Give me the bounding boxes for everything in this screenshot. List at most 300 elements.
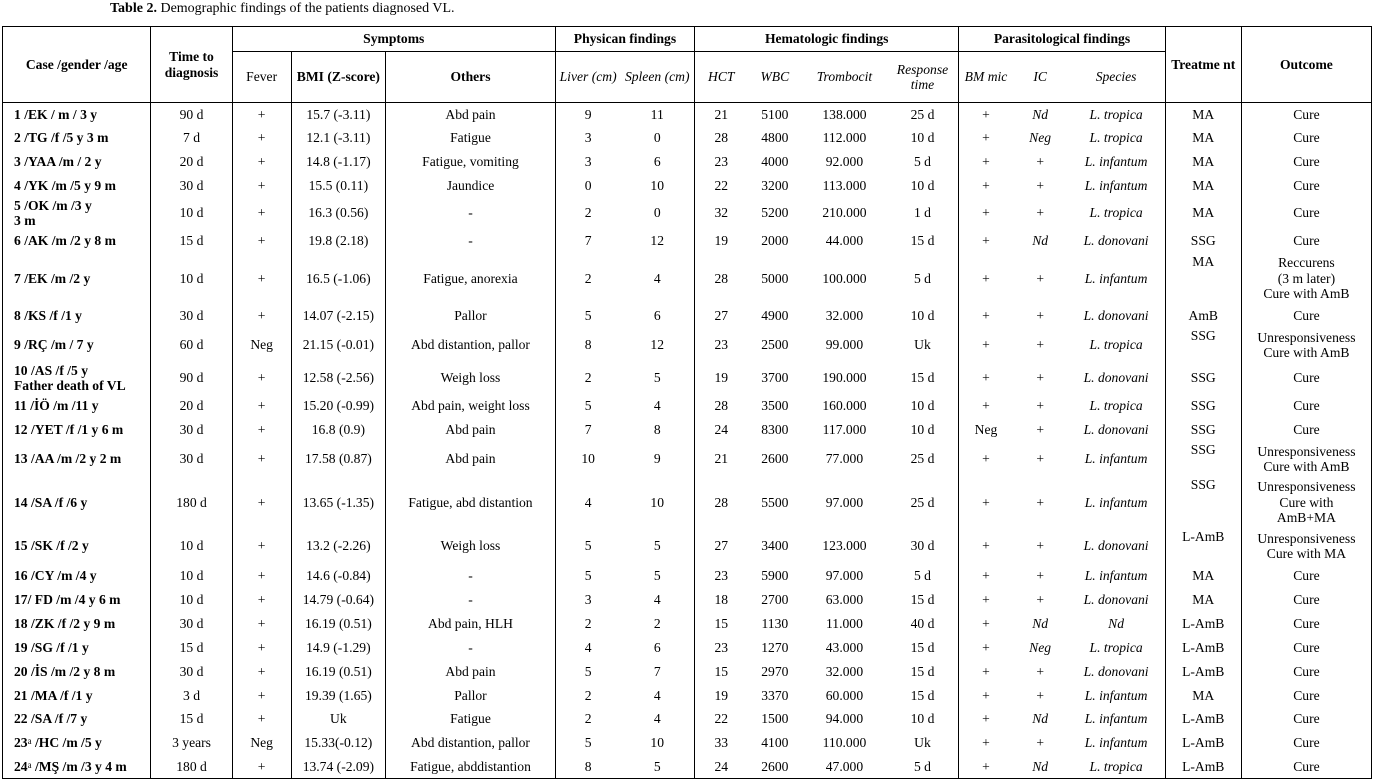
cell-time: 10 d	[151, 529, 232, 564]
cell-wbc: 4800	[761, 130, 789, 146]
cell-response-time: 25 d	[887, 477, 959, 529]
cell-outcome: Cure	[1241, 103, 1371, 127]
cell-ic: +	[1035, 567, 1045, 583]
cell-species: L. infantum	[1068, 150, 1166, 174]
table-row	[3, 229, 1372, 254]
cell-ic: Nd	[1032, 615, 1049, 631]
cell-liver: 4	[555, 477, 620, 529]
cell-wbc: 8300	[761, 421, 789, 437]
cell-species: L. infantum	[1068, 254, 1166, 304]
header-others: Others	[386, 52, 556, 103]
table-row	[3, 394, 1372, 418]
cell-ic: +	[1035, 538, 1045, 554]
cell-liver: 2	[555, 198, 620, 229]
cell-trombocit: 210.000	[822, 205, 867, 221]
cell-hct: 24	[695, 418, 748, 442]
cell-treatment: L-AmB	[1165, 731, 1241, 755]
header-trombocit: Trombocit	[802, 52, 886, 103]
cell-others: Fatigue, abddistantion	[386, 755, 556, 779]
table-row	[3, 328, 1372, 363]
cell-response-time: 40 d	[887, 612, 959, 636]
footnote-marker: a	[27, 735, 32, 746]
table-row	[3, 588, 1372, 612]
cell-wbc: 2970	[761, 663, 789, 679]
cell-trombocit: 160.000	[822, 397, 867, 413]
cell-bm-mic: +	[959, 529, 1013, 564]
header-hematologic: Hematologic findings	[695, 27, 959, 52]
cell-wbc: 5100	[761, 107, 789, 122]
cell-spleen: 6	[620, 150, 694, 174]
table-body	[3, 103, 1372, 779]
cell-hct: 27	[695, 529, 748, 564]
cell-fever: +	[232, 394, 291, 418]
cell-ic: +	[1035, 421, 1045, 437]
table-row	[3, 708, 1372, 731]
table-row	[3, 363, 1372, 394]
cell-trombocit: 77.000	[825, 451, 864, 467]
cell-outcome: Cure	[1241, 229, 1371, 254]
cell-bm-mic: +	[959, 394, 1013, 418]
cell-wbc: 1130	[761, 615, 789, 631]
cell-species: L. infantum	[1068, 477, 1166, 529]
cell-species: L. tropica	[1068, 755, 1166, 779]
cell-species: L. infantum	[1068, 174, 1166, 198]
cell-bmi: 19.8 (2.18)	[291, 229, 386, 254]
table-row	[3, 612, 1372, 636]
cell-species: L. tropica	[1068, 198, 1166, 229]
cell-ic: +	[1035, 734, 1045, 750]
cell-ic: +	[1035, 307, 1045, 323]
cell-bm-mic: +	[959, 198, 1013, 229]
cell-trombocit: 138.000	[822, 107, 867, 122]
cell-ic: Nd	[1032, 107, 1049, 122]
cell-liver: 8	[555, 755, 620, 779]
cell-case: 1 /EK / m / 3 y	[3, 103, 151, 127]
cell-time: 15 d	[151, 708, 232, 731]
cell-wbc: 3700	[761, 370, 789, 386]
cell-spleen: 4	[620, 254, 694, 304]
cell-bmi: 13.2 (-2.26)	[291, 529, 386, 564]
cell-hct: 23	[695, 328, 748, 363]
cell-others: -	[386, 564, 556, 588]
cell-fever: Neg	[232, 328, 291, 363]
cell-spleen: 4	[620, 394, 694, 418]
header-hct: HCT	[695, 52, 748, 103]
cell-response-time: 15 d	[887, 636, 959, 660]
cell-species: Nd	[1068, 612, 1166, 636]
cell-species: L. tropica	[1068, 103, 1166, 127]
header-treatment: Treatme nt	[1165, 27, 1241, 103]
cell-case: 2 /TG /f /5 y 3 m	[3, 127, 151, 150]
cell-outcome: Cure	[1241, 418, 1371, 442]
cell-response-time: 15 d	[887, 363, 959, 394]
cell-wbc: 2600	[761, 451, 789, 467]
cell-wbc: 2500	[761, 337, 789, 353]
cell-liver: 2	[555, 612, 620, 636]
cell-time: 15 d	[151, 229, 232, 254]
cell-bm-mic: Neg	[959, 418, 1013, 442]
cell-wbc: 2700	[761, 591, 789, 607]
cell-bmi: 16.5 (-1.06)	[291, 254, 386, 304]
cell-bm-mic: +	[959, 304, 1013, 328]
cell-treatment: MA	[1165, 198, 1241, 229]
cell-bmi: 19.39 (1.65)	[291, 684, 386, 708]
cell-liver: 3	[555, 588, 620, 612]
cell-outcome: Cure	[1241, 150, 1371, 174]
cell-species: L. infantum	[1068, 684, 1166, 708]
cell-wbc: 3400	[761, 538, 789, 554]
header-response-time: Response time	[887, 52, 959, 103]
cell-response-time: 10 d	[887, 174, 959, 198]
cell-wbc: 4100	[761, 734, 789, 750]
cell-liver: 5	[555, 660, 620, 684]
cell-hct: 18	[695, 588, 748, 612]
cell-response-time: 5 d	[887, 254, 959, 304]
cell-others: Abd pain, weight loss	[386, 394, 556, 418]
cell-response-time: Uk	[887, 731, 959, 755]
cell-bmi: Uk	[291, 708, 386, 731]
cell-spleen: 5	[620, 363, 694, 394]
cell-trombocit: 110.000	[822, 734, 867, 750]
table-caption	[110, 0, 455, 17]
cell-others: -	[386, 229, 556, 254]
cell-bm-mic: +	[959, 612, 1013, 636]
cell-bmi: 14.8 (-1.17)	[291, 150, 386, 174]
header-physican: Physican findings	[555, 27, 694, 52]
cell-hct: 22	[695, 174, 748, 198]
cell-ic: +	[1035, 451, 1045, 467]
cell-outcome: Cure	[1241, 304, 1371, 328]
cell-wbc: 3500	[761, 397, 789, 413]
cell-bmi: 15.20 (-0.99)	[291, 394, 386, 418]
cell-liver: 9	[555, 103, 620, 127]
cell-case: 20 /İS /m /2 y 8 m	[3, 660, 151, 684]
cell-trombocit: 94.000	[825, 711, 864, 727]
cell-wbc: 2600	[747, 755, 802, 779]
cell-spleen: 8	[620, 418, 694, 442]
cell-response-time: 1 d	[887, 198, 959, 229]
cell-spleen: 10	[620, 731, 694, 755]
cell-wbc: 5500	[761, 494, 789, 510]
cell-treatment: L-AmB	[1165, 755, 1241, 779]
cell-response-time: 25 d	[887, 442, 959, 477]
cell-hct: 33	[695, 731, 748, 755]
cell-bm-mic: +	[959, 442, 1013, 477]
cell-bm-mic: +	[959, 708, 1013, 731]
cell-time: 10 d	[151, 564, 232, 588]
cell-liver: 8	[555, 328, 620, 363]
cell-trombocit: 100.000	[822, 270, 867, 286]
cell-spleen: 10	[620, 477, 694, 529]
cell-trombocit: 123.000	[822, 538, 867, 554]
cell-time: 20 d	[151, 394, 232, 418]
cell-hct: 28	[695, 254, 748, 304]
cell-trombocit: 92.000	[825, 153, 864, 169]
cell-hct: 23	[695, 150, 748, 174]
cell-case: 9 /RÇ /m / 7 y	[3, 328, 151, 363]
cell-species: L. donovani	[1068, 363, 1166, 394]
cell-trombocit: 99.000	[825, 337, 864, 353]
caption-label: Table 2.	[110, 1, 157, 16]
cell-hct: 19	[695, 229, 748, 254]
cell-fever: +	[232, 588, 291, 612]
cell-outcome: Cure	[1241, 394, 1371, 418]
cell-trombocit: 32.000	[825, 663, 864, 679]
cell-treatment: MA	[1165, 174, 1241, 198]
cell-fever: +	[232, 684, 291, 708]
cell-species: L. donovani	[1068, 229, 1166, 254]
cell-species: L. donovani	[1068, 304, 1166, 328]
cell-spleen: 5	[620, 755, 694, 779]
cell-others: Abd pain	[386, 660, 556, 684]
cell-outcome: Cure	[1241, 198, 1371, 229]
cell-ic: Neg	[1029, 130, 1052, 146]
cell-fever: +	[232, 660, 291, 684]
cell-hct: 32	[695, 198, 748, 229]
cell-hct: 24	[695, 755, 748, 779]
cell-hct: 19	[695, 363, 748, 394]
cell-response-time: 15 d	[887, 229, 959, 254]
case-number: 24	[14, 758, 28, 774]
cell-ic: +	[1035, 337, 1045, 353]
cell-species: L. tropica	[1068, 127, 1166, 150]
cell-ic: +	[1035, 370, 1045, 386]
case-rest: /HC /m /5 y	[31, 734, 102, 750]
cell-others: Fatigue	[386, 708, 556, 731]
footnote-marker: a	[27, 759, 32, 770]
cell-hct: 27	[695, 304, 748, 328]
cell-bm-mic: +	[959, 363, 1013, 394]
cell-bmi: 17.58 (0.87)	[291, 442, 386, 477]
cell-response-time: 5 d	[887, 564, 959, 588]
cell-outcome: Reccurens (3 m later) Cure with AmB	[1241, 254, 1371, 304]
cell-hct: 28	[695, 394, 748, 418]
cell-treatment: SSG	[1165, 477, 1241, 529]
cell-case: 16 /CY /m /4 y	[3, 564, 151, 588]
cell-others: -	[386, 636, 556, 660]
header-wbc: WBC	[747, 52, 802, 103]
cell-ic: +	[1035, 270, 1045, 286]
cell-treatment: SSG	[1165, 363, 1241, 394]
cell-bmi: 16.19 (0.51)	[291, 612, 386, 636]
cell-wbc: 5200	[761, 205, 789, 221]
cell-fever: +	[232, 612, 291, 636]
cell-bmi: 12.58 (-2.56)	[291, 363, 386, 394]
cell-time: 3 d	[151, 684, 232, 708]
table-row	[3, 127, 1372, 150]
cell-species: L. tropica	[1068, 394, 1166, 418]
cell-fever: +	[232, 442, 291, 477]
table-row	[3, 564, 1372, 588]
cell-bm-mic: +	[959, 174, 1013, 198]
cell-ic: Nd	[1032, 711, 1049, 727]
cell-bm-mic: +	[959, 103, 1013, 127]
cell-liver: 2	[555, 254, 620, 304]
cell-treatment: MA	[1165, 684, 1241, 708]
cell-fever: +	[232, 198, 291, 229]
cell-liver: 5	[555, 731, 620, 755]
cell-ic: +	[1035, 687, 1045, 703]
cell-bm-mic: +	[959, 684, 1013, 708]
cell-response-time: 10 d	[887, 304, 959, 328]
cell-others: Fatigue, vomiting	[386, 150, 556, 174]
cell-case: 19 /SG /f /1 y	[3, 636, 151, 660]
table-row	[3, 529, 1372, 564]
cell-outcome: Unresponsiveness Cure with AmB+MA	[1241, 477, 1371, 529]
cell-response-time: 10 d	[887, 708, 959, 731]
cell-others: -	[386, 198, 556, 229]
cell-treatment: L-AmB	[1165, 708, 1241, 731]
cell-spleen: 11	[620, 103, 694, 127]
cell-fever: +	[232, 174, 291, 198]
header-spleen: Spleen (cm)	[620, 52, 694, 103]
cell-liver: 3	[555, 127, 620, 150]
header-bm-mic: BM mic	[959, 52, 1013, 103]
cell-others: Abd distantion, pallor	[386, 731, 556, 755]
cell-bm-mic: +	[959, 328, 1013, 363]
table-row	[3, 636, 1372, 660]
cell-wbc: 3200	[761, 177, 789, 193]
cell-outcome: Cure	[1241, 174, 1371, 198]
cell-trombocit: 190.000	[822, 370, 867, 386]
cell-bmi: 14.07 (-2.15)	[291, 304, 386, 328]
cell-case: 15 /SK /f /2 y	[3, 529, 151, 564]
cell-trombocit: 113.000	[822, 177, 867, 193]
cell-bm-mic: +	[959, 636, 1013, 660]
cell-bm-mic: +	[959, 588, 1013, 612]
header-symptoms: Symptoms	[232, 27, 555, 52]
cell-time: 10 d	[151, 254, 232, 304]
cell-trombocit: 97.000	[825, 494, 864, 510]
cell-treatment: L-AmB	[1165, 660, 1241, 684]
cell-case: 18 /ZK /f /2 y 9 m	[3, 612, 151, 636]
cell-time: 30 d	[151, 442, 232, 477]
cell-treatment: MA	[1165, 254, 1241, 304]
cell-hct: 15	[695, 612, 748, 636]
cell-time: 180 d	[151, 477, 232, 529]
cell-fever: +	[232, 477, 291, 529]
cell-hct: 21	[695, 103, 748, 127]
cell-bm-mic: +	[959, 477, 1013, 529]
cell-time: 30 d	[151, 612, 232, 636]
cell-treatment: AmB	[1165, 304, 1241, 328]
cell-trombocit: 44.000	[825, 233, 864, 249]
cell-case: 7 /EK /m /2 y	[3, 254, 151, 304]
cell-response-time: 15 d	[887, 660, 959, 684]
cell-bmi: 15.33(-0.12)	[291, 731, 386, 755]
cell-treatment: MA	[1165, 588, 1241, 612]
cell-response-time: 10 d	[887, 418, 959, 442]
header-time: Time to diagnosis	[151, 27, 232, 103]
cell-liver: 2	[555, 708, 620, 731]
cell-spleen: 6	[620, 636, 694, 660]
cell-bm-mic: +	[959, 755, 1013, 779]
cell-trombocit: 11.000	[826, 615, 863, 631]
cell-fever: +	[232, 708, 291, 731]
cell-bmi: 15.7 (-3.11)	[291, 103, 386, 127]
cell-liver: 0	[555, 174, 620, 198]
cell-spleen: 4	[620, 588, 694, 612]
table-row	[3, 418, 1372, 442]
cell-response-time: 5 d	[887, 150, 959, 174]
table-row	[3, 198, 1372, 229]
cell-fever: +	[232, 229, 291, 254]
cell-outcome: Cure	[1241, 636, 1371, 660]
header-bmi: BMI (Z-score)	[291, 52, 386, 103]
cell-species: L. tropica	[1068, 328, 1166, 363]
cell-ic: +	[1035, 177, 1045, 193]
cell-bm-mic: +	[959, 254, 1013, 304]
cell-wbc: 2000	[761, 233, 789, 249]
cell-species: L. donovani	[1068, 529, 1166, 564]
cell-bm-mic: +	[959, 564, 1013, 588]
cell-hct: 22	[695, 708, 748, 731]
cell-spleen: 12	[620, 229, 694, 254]
cell-wbc: 5000	[761, 270, 789, 286]
cell-others: Fatigue	[386, 127, 556, 150]
cell-case: 13 /AA /m /2 y 2 m	[3, 442, 151, 477]
cell-response-time: 15 d	[887, 588, 959, 612]
table-row	[3, 442, 1372, 477]
cell-hct: 15	[695, 660, 748, 684]
cell-bmi: 16.8 (0.9)	[291, 418, 386, 442]
cell-outcome: Unresponsiveness Cure with AmB	[1241, 442, 1371, 477]
cell-liver: 2	[555, 363, 620, 394]
cell-case: 5 /OK /m /3 y 3 m	[3, 198, 151, 229]
cell-trombocit: 60.000	[825, 687, 864, 703]
cell-spleen: 4	[620, 684, 694, 708]
caption-text: Demographic findings of the patients diagnosed VL.	[156, 1, 455, 16]
cell-case	[3, 755, 151, 779]
cell-species: L. donovani	[1068, 588, 1166, 612]
cell-wbc: 1500	[761, 711, 789, 727]
cell-bm-mic: +	[959, 660, 1013, 684]
cell-bmi: 14.79 (-0.64)	[291, 588, 386, 612]
cell-fever: +	[232, 304, 291, 328]
cell-species: L. tropica	[1068, 636, 1166, 660]
cell-species: L. infantum	[1068, 731, 1166, 755]
cell-wbc: 3370	[761, 687, 789, 703]
cell-liver: 7	[555, 229, 620, 254]
cell-case: 17/ FD /m /4 y 6 m	[3, 588, 151, 612]
cell-fever: +	[232, 418, 291, 442]
cell-others: Weigh loss	[386, 363, 556, 394]
case-number: 23	[14, 734, 28, 750]
cell-bmi: 21.15 (-0.01)	[291, 328, 386, 363]
table-row	[3, 150, 1372, 174]
cell-outcome: Cure	[1241, 588, 1371, 612]
cell-fever: +	[232, 254, 291, 304]
cell-time: 90 d	[151, 363, 232, 394]
cell-outcome: Cure	[1241, 612, 1371, 636]
cell-time: 3 years	[151, 731, 232, 755]
cell-outcome: Cure	[1241, 731, 1371, 755]
cell-treatment: MA	[1165, 103, 1241, 127]
cell-response-time: 15 d	[887, 684, 959, 708]
cell-treatment: MA	[1165, 127, 1241, 150]
cell-others: Pallor	[386, 684, 556, 708]
cell-outcome: Unresponsiveness Cure with AmB	[1241, 328, 1371, 363]
cell-response-time: 10 d	[887, 127, 959, 150]
cell-hct: 28	[695, 477, 748, 529]
cell-hct: 21	[695, 442, 748, 477]
cell-others: Abd pain	[386, 442, 556, 477]
cell-trombocit: 43.000	[825, 639, 864, 655]
cell-bm-mic: +	[959, 731, 1013, 755]
cell-liver: 2	[555, 684, 620, 708]
cell-fever: +	[232, 363, 291, 394]
table-row	[3, 684, 1372, 708]
